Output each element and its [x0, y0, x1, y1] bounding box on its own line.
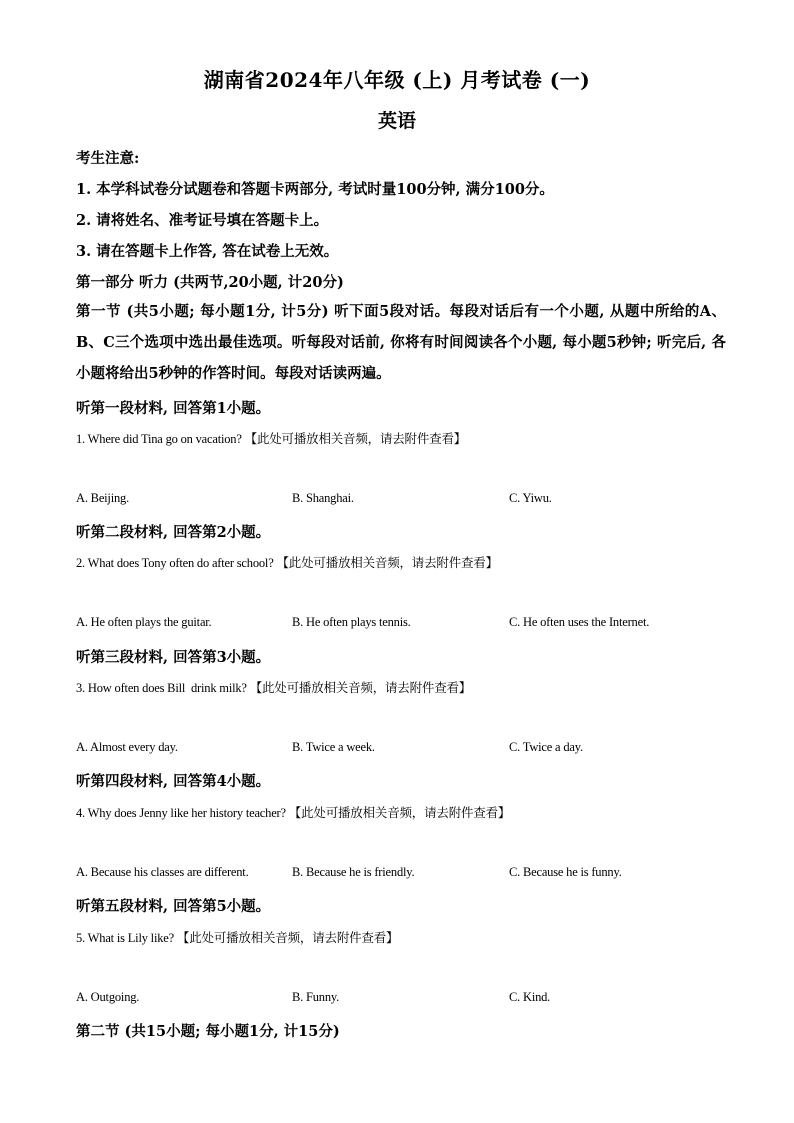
q1-options	[76, 491, 726, 509]
q4-instruction: 听第四段材料, 回答第4小题。	[76, 773, 271, 790]
q5-question-line	[76, 928, 726, 946]
q1-audio-note[interactable]: 【此处可播放相关音频，请去附件查看】	[244, 431, 467, 446]
q1-option-a: A. Beijing.	[76, 491, 130, 505]
q2-option-b: B. He often plays tennis.	[292, 615, 411, 629]
q5-option-a: A. Outgoing.	[76, 990, 140, 1004]
q4-option-c: C. Because he is funny.	[509, 865, 622, 879]
q5-options	[76, 990, 726, 1008]
q1-question: 1. Where did Tina go on vacation?	[76, 432, 242, 446]
q4-option-a: A. Because his classes are different.	[76, 865, 249, 879]
q2-options	[76, 615, 726, 633]
notice-item-3: 3. 请在答题卡上作答, 答在试卷上无效。	[76, 243, 339, 260]
q1-option-b: B. Shanghai.	[292, 491, 354, 505]
q3-question-line	[76, 678, 726, 696]
q4-audio-note[interactable]: 【此处可播放相关音频，请去附件查看】	[288, 805, 511, 820]
q4-option-b: B. Because he is friendly.	[292, 865, 415, 879]
q3-option-c: C. Twice a day.	[509, 740, 583, 754]
q5-option-b: B. Funny.	[292, 990, 340, 1004]
q3-question: 3. How often does Bill drink milk?	[76, 681, 247, 695]
q5-instruction: 听第五段材料, 回答第5小题。	[76, 898, 271, 915]
q1-question-line	[76, 429, 726, 447]
section2-heading: 第二节 (共15小题; 每小题1分, 计15分)	[76, 1023, 340, 1040]
notice-heading: 考生注意:	[76, 150, 140, 167]
q2-question-line	[76, 553, 726, 571]
q3-instruction: 听第三段材料, 回答第3小题。	[76, 649, 271, 666]
q4-options	[76, 865, 726, 883]
q4-question: 4. Why does Jenny like her history teacher?	[76, 806, 286, 820]
section1-intro: 第一节 (共5小题; 每小题1分, 计5分) 听下面5段对话。每段对话后有一个小题, 从题中所给的A、B、C三个选项中选出最佳选项。听每段对话前, 你将有时间阅读各个小题, 每小题5秒钟; 听完后, 各小题将给出5秒钟的作答时间。每段对话读两遍。	[76, 303, 726, 382]
page-title: 湖南省2024年八年级 (上) 月考试卷 (一)	[203, 68, 591, 92]
q2-question: 2. What does Tony often do after school?	[76, 556, 274, 570]
q5-option-c: C. Kind.	[509, 990, 551, 1004]
q5-question: 5. What is Lily like?	[76, 931, 174, 945]
q3-options	[76, 740, 726, 758]
notice-item-2: 2. 请将姓名、准考证号填在答题卡上。	[76, 212, 329, 229]
q3-option-b: B. Twice a week.	[292, 740, 375, 754]
q2-audio-note[interactable]: 【此处可播放相关音频，请去附件查看】	[276, 555, 498, 570]
q2-instruction: 听第二段材料, 回答第2小题。	[76, 524, 271, 541]
q2-option-a: A. He often plays the guitar.	[76, 615, 212, 629]
q5-audio-note[interactable]: 【此处可播放相关音频，请去附件查看】	[176, 930, 399, 945]
q2-option-c: C. He often uses the Internet.	[509, 615, 650, 629]
subject-title: 英语	[377, 110, 416, 132]
q3-audio-note[interactable]: 【此处可播放相关音频，请去附件查看】	[249, 680, 472, 695]
q1-instruction: 听第一段材料, 回答第1小题。	[76, 400, 271, 417]
q4-question-line	[76, 803, 726, 821]
part1-heading: 第一部分 听力 (共两节,20小题, 计20分)	[76, 274, 344, 291]
q1-option-c: C. Yiwu.	[509, 491, 552, 505]
notice-item-1: 1. 本学科试卷分试题卷和答题卡两部分, 考试时量100分钟, 满分100分。	[76, 181, 554, 198]
q3-option-a: A. Almost every day.	[76, 740, 178, 754]
